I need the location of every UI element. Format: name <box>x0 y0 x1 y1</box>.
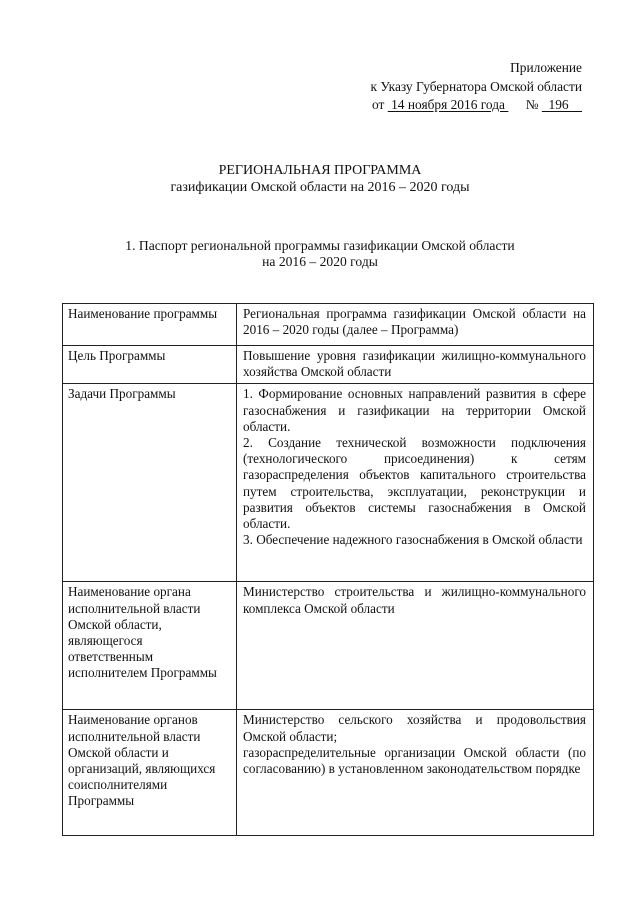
row-value <box>237 304 594 346</box>
table-row <box>63 304 594 346</box>
row-value <box>237 346 594 384</box>
section-heading-line1: 1. Паспорт региональной программы газификации Омской области <box>125 238 515 253</box>
table-row <box>63 582 594 710</box>
row-label: Наименование программы <box>63 304 237 346</box>
row-value <box>237 582 594 710</box>
date-prefix: от <box>372 97 385 112</box>
row-value-paragraph: газораспределительные организации Омской области (по согласованию) в установленном законодательством порядке <box>243 744 586 777</box>
program-title-line1: РЕГИОНАЛЬНАЯ ПРОГРАММА <box>218 163 422 178</box>
table-row <box>63 710 594 836</box>
table-row <box>63 384 594 582</box>
table-row <box>63 346 594 384</box>
appendix-label: Приложение <box>510 60 582 75</box>
decree-date: 14 ноября 2016 года <box>387 97 509 112</box>
row-value-paragraph: 1. Формирование основных направлений развития в сфере газоснабжения и газификации на территории Омской области. <box>243 386 586 434</box>
row-value-paragraph: 3. Обеспечение надежного газоснабжения в Омской области <box>243 532 583 548</box>
appendix-decree-reference: к Указу Губернатора Омской области <box>370 78 582 94</box>
program-title <box>0 162 640 196</box>
row-value-paragraph: Региональная программа газификации Омской области на 2016 – 2020 годы (далее – Программа) <box>243 306 586 338</box>
appendix-date-number-line <box>371 96 582 115</box>
row-value <box>237 384 594 582</box>
row-value-paragraph: Министерство строительства и жилищно-коммунального комплекса Омской области <box>243 584 586 616</box>
row-label: Задачи Программы <box>63 384 237 582</box>
row-value <box>237 710 594 836</box>
decree-number: 196 <box>541 97 582 112</box>
number-prefix: № <box>525 97 539 112</box>
row-value-paragraph: Министерство сельского хозяйства и продовольствия Омской области; <box>243 712 586 744</box>
row-label: Наименование органа исполнительной власти Омской области, являющегося ответственным исполнителем Программы <box>63 582 237 710</box>
row-value-paragraph: 2. Создание технической возможности подключения (технологического присоединения) к сетям газораспределения объектов капитального строительства путем строительства, эксплуатации, реконструкции и развития объектов системы газоснабжения в Омской области. <box>243 435 586 532</box>
row-value-paragraph: Повышение уровня газификации жилищно-коммунального хозяйства Омской области <box>243 348 586 380</box>
passport-table <box>62 303 594 836</box>
appendix-header <box>371 59 582 115</box>
row-label: Цель Программы <box>63 346 237 384</box>
section-heading <box>0 238 640 270</box>
program-title-line2: газификации Омской области на 2016 – 2020 годы <box>170 180 470 195</box>
row-label: Наименование органов исполнительной власти Омской области и организаций, являющихся соисполнителями Программы <box>63 710 237 836</box>
section-heading-line2: на 2016 – 2020 годы <box>262 254 378 269</box>
